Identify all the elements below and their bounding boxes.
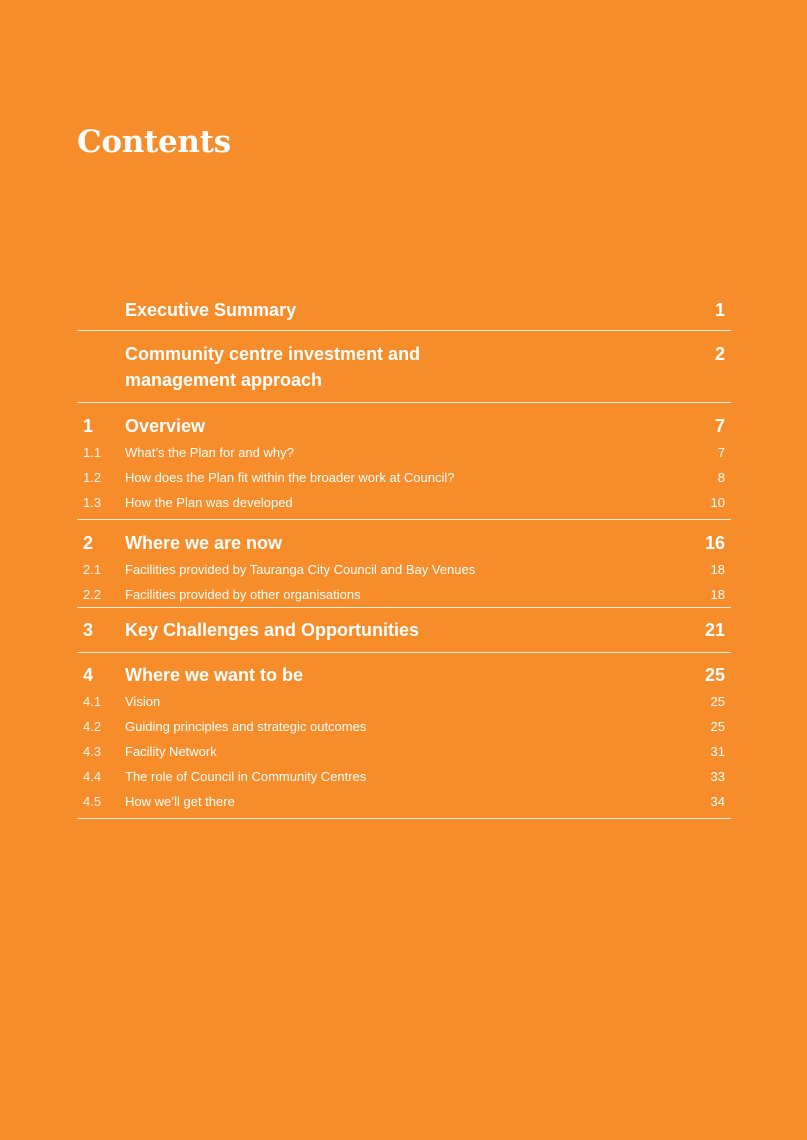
toc-subsection-title[interactable]: The role of Council in Community Centres: [125, 769, 367, 784]
toc-subsection-title[interactable]: Facilities provided by other organisations: [125, 587, 361, 602]
toc-subsection-number: 2.1: [83, 562, 102, 577]
toc-subsection-title[interactable]: What’s the Plan for and why?: [125, 445, 294, 460]
toc-section-title-line: management approach: [125, 370, 323, 390]
toc-subsection[interactable]: [77, 764, 731, 789]
toc-subsection-number: 4.5: [83, 794, 102, 809]
toc-subsection-number: 1.2: [83, 470, 102, 485]
toc-section-title-line: Community centre investment and: [125, 344, 421, 364]
toc-section-heading[interactable]: [77, 653, 731, 689]
toc-section-title[interactable]: Where we are now: [125, 533, 283, 553]
toc-page-number: 34: [710, 794, 725, 809]
toc-subsection[interactable]: [77, 557, 731, 582]
toc-subsection[interactable]: [77, 714, 731, 739]
toc-subsection[interactable]: [77, 465, 731, 490]
toc-subsection-title[interactable]: Facilities provided by Tauranga City Council and Bay Venues: [125, 562, 476, 577]
toc-page-number: 16: [704, 533, 725, 553]
toc-subsection-title[interactable]: How the Plan was developed: [125, 495, 293, 510]
toc-section-title[interactable]: [125, 341, 665, 393]
toc-page-number: 18: [710, 587, 725, 602]
toc-section-title[interactable]: Key Challenges and Opportunities: [125, 620, 420, 640]
toc-subsection-number: 1.1: [83, 445, 102, 460]
toc-section-title[interactable]: Where we want to be: [125, 665, 304, 685]
toc-section-key-challenges[interactable]: [77, 608, 731, 653]
toc-page-number: 7: [717, 445, 725, 460]
toc-page-number: 1: [714, 300, 725, 320]
toc-page-number: 25: [710, 694, 725, 709]
toc-subsection-title[interactable]: Guiding principles and strategic outcomes: [125, 719, 367, 734]
toc-section-title[interactable]: Executive Summary: [125, 300, 297, 320]
toc-section-heading[interactable]: [77, 520, 731, 557]
toc-section-executive-summary[interactable]: [77, 292, 731, 331]
toc-page-number: 10: [710, 495, 725, 510]
toc-page-number: 25: [710, 719, 725, 734]
toc-section-number: 3: [83, 620, 94, 640]
toc-page-number: 21: [704, 620, 725, 640]
toc-page-number: 7: [714, 416, 725, 436]
toc-subsection-number: 4.4: [83, 769, 102, 784]
toc-subsection-number: 4.1: [83, 694, 102, 709]
table-of-contents: [77, 292, 731, 819]
toc-subsection[interactable]: [77, 582, 731, 607]
toc-subsection-title[interactable]: Vision: [125, 694, 161, 709]
toc-page-number: 2: [714, 344, 725, 364]
toc-subsection[interactable]: [77, 440, 731, 465]
toc-subsection-title[interactable]: How does the Plan fit within the broader work at Council?: [125, 470, 455, 485]
toc-section-number: 4: [83, 665, 94, 685]
toc-subsection-number: 4.2: [83, 719, 102, 734]
toc-section-overview[interactable]: [77, 403, 731, 520]
toc-subsection[interactable]: [77, 689, 731, 714]
toc-page-number: 33: [710, 769, 725, 784]
toc-page-number: 31: [710, 744, 725, 759]
toc-subsection-number: 4.3: [83, 744, 102, 759]
toc-subsection-title[interactable]: How we’ll get there: [125, 794, 235, 809]
toc-subsection[interactable]: [77, 789, 731, 814]
toc-section-heading[interactable]: [77, 403, 731, 440]
toc-subsection-number: 1.3: [83, 495, 102, 510]
toc-section-title[interactable]: Overview: [125, 416, 206, 436]
toc-subsection-number: 2.2: [83, 587, 102, 602]
toc-subsection-title[interactable]: Facility Network: [125, 744, 217, 759]
toc-section-where-we-want-to-be[interactable]: [77, 653, 731, 819]
toc-section-heading[interactable]: [77, 331, 731, 402]
toc-page-number: 25: [704, 665, 725, 685]
toc-section-heading[interactable]: [77, 608, 731, 652]
toc-page-number: 18: [710, 562, 725, 577]
page-title: Contents: [77, 124, 231, 160]
toc-section-where-we-are-now[interactable]: [77, 520, 731, 608]
toc-subsection[interactable]: [77, 490, 731, 515]
toc-page-number: 8: [717, 470, 725, 485]
toc-section-number: 1: [83, 416, 94, 436]
toc-subsection[interactable]: [77, 739, 731, 764]
toc-section-community-centre[interactable]: [77, 331, 731, 403]
toc-section-number: 2: [83, 533, 94, 553]
toc-section-heading[interactable]: [77, 292, 731, 330]
